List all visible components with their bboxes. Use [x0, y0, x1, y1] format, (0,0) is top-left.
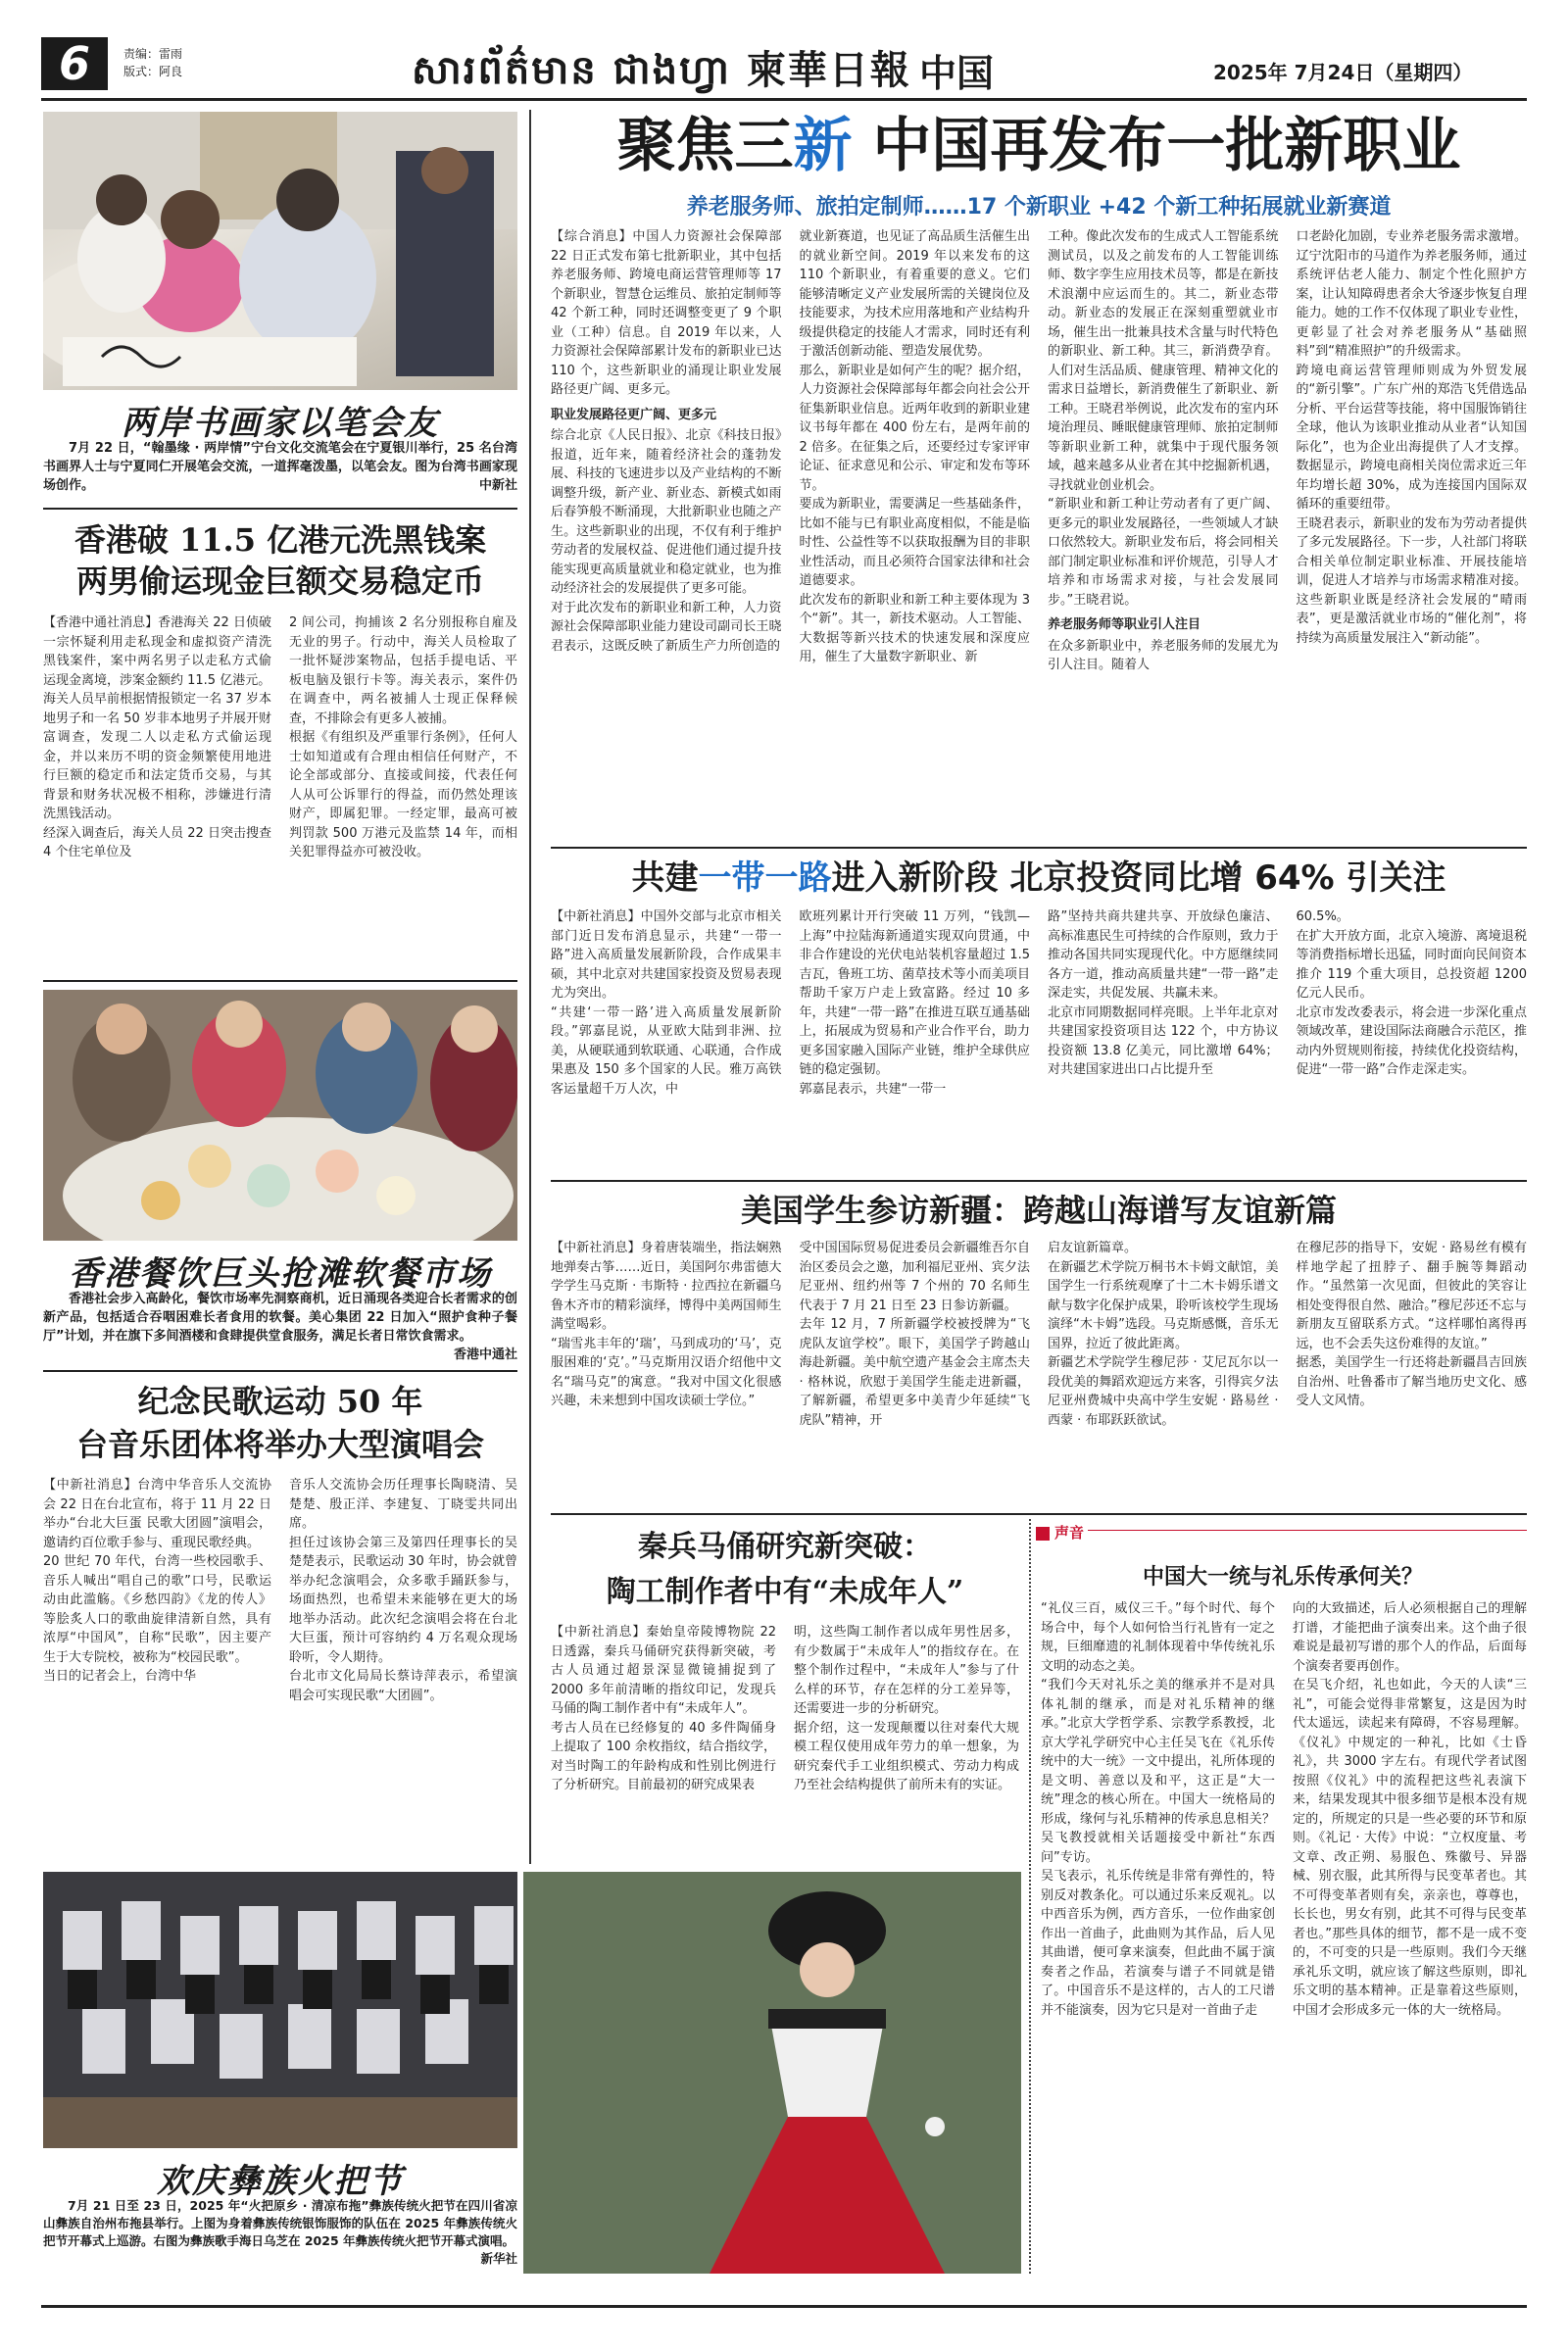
folk-body	[43, 1476, 517, 1854]
yi-singer-photo	[523, 1872, 1021, 2274]
folk-headline	[43, 1380, 517, 1466]
column-divider	[529, 110, 531, 1864]
voice-tag: 声音	[1054, 1524, 1085, 1542]
terracotta-body	[551, 1623, 1019, 1852]
soft-meal-title: 香港餐饮巨头抢滩软餐市场	[69, 1254, 492, 1294]
folk-title-2: 台音乐团体将举办大型演唱会	[75, 1426, 484, 1463]
yi-source: 新华社	[480, 2251, 517, 2266]
lead-title-pre: 聚焦三	[616, 112, 794, 180]
hk-money-body	[43, 613, 517, 976]
soft-meal-caption	[43, 1290, 517, 1364]
divider	[43, 508, 517, 510]
calligraphy-caption-text: 7月 22 日，“翰墨缘 · 两岸情”宁台文化交流笔会在宁夏银川举行，25 名台湾书画界人士与宁夏同仁开展笔会交流，一道挥毫泼墨，以笔会友。图为台湾书画家现场创作。	[43, 441, 517, 493]
belt-col-1: 【中新社消息】中国外交部与北京市相关部门近日发布消息显示，共建“一带一路”进入高质量发展新阶段，合作成果丰硕，其中北京对共建国家投资及贸易表现尤为突出。 “共建‘一带一路’进入高质量发展新阶段。”郭嘉昆说，从亚欧大陆到非洲、拉美，从硬联通到软联通、心联通，合作成果惠及 150 多个国家的人民。雅万高铁客运量超千万人次，中	[551, 909, 782, 1097]
hk-money-title-1: 香港破 11.5 亿港元洗黑钱案	[74, 521, 487, 559]
xinjiang-title: 美国学生参访新疆：跨越山海谱写友谊新篇	[740, 1192, 1337, 1229]
header-rule	[41, 98, 1527, 101]
terracotta-col-2: 明，这些陶工制作者以成年男性居多，有少数属于“未成年人”的指纹存在。在整个制作过程中，“未成年人”参与了什么样的环节，存在怎样的分工差异等，还需要进一步的分析研究。 据介绍，这一发现颠覆以往对秦代大规模工程仅使用成年劳力的单一想象，为研究秦代手工业组织模式、劳动力构成乃至社会结构提供了前所未有的实证。	[794, 1625, 1019, 1792]
belt-body	[551, 907, 1527, 1174]
yi-caption	[43, 2197, 517, 2268]
voice-title: 中国大一统与礼乐传承何关？	[1142, 1565, 1423, 1590]
belt-title-post: 进入新阶段 北京投资同比增 64% 引关注	[831, 858, 1446, 898]
xinjiang-col-1: 【中新社消息】身着唐装端坐，指法娴熟地弹奏古筝……近日，美国阿尔弗雷德大学学生马克斯 · 韦斯特 · 拉西拉在新疆乌鲁木齐市的精彩演绎，博得中美两国师生满堂喝彩。 “瑞雪兆丰年的‘瑞’，马到成功的‘马’，克服困难的‘克’。”马克斯用汉语介绍他中文名“瑞马克”的寓意。“我对中国文化很感兴趣，未来想到中国攻读硕士学位。”	[551, 1241, 782, 1408]
calligraphy-title: 两岸书画家以笔会友	[122, 404, 439, 443]
voice-col-2: 向的大致描述，后人必须根据自己的理解打谱，才能把曲子演奏出来。这个曲子很难说是最初写谱的那个人的作品，后面每个演奏者要再创作。 在吴飞介绍，礼也如此，今天的人读“三礼”，可能会觉得非常繁复，这是因为时代太遥远，读起来有障碍，不容易理解。《仪礼》中规定的一种礼，比如《士昏礼》，共 3000 字左右。有现代学者试图按照《仪礼》中的流程把这些礼表演下来，结果发现其中很多细节是根本没有规定的，所规定的只是一些必要的环节和原则。《礼记 · 大传》中说：“立权度量、考文章、改正朔、易服色、殊徽号、异器械、别衣服，此其所得与民变革者也。其不可得变革者则有矣，亲亲也，尊尊也，长长也，男女有别，此其不可得与民变革者也。”那些具体的细节，都不是一成不变的，不可变的只是一些原则。我们今天继承礼乐文明，就应该了解这些原则，即礼乐文明的基本精神。正是靠着这些原则，中国才会形成多元一体的大一统格局。	[1293, 1601, 1527, 2018]
yi-singer-photo-art	[523, 1872, 1021, 2274]
editor-name: 责编：雷雨	[123, 47, 183, 61]
lead-col-1b-text: 综合北京《人民日报》、北京《科技日报》报道，近年来，随着经济社会的蓬勃发展、科技的飞速进步以及产业结构的不断调整升级，新产业、新业态、新模式如雨后春笋般不断涌现，大批新职业也随之产生。这些新职业的出现，不仅有利于维护劳动者的发展权益、促进他们通过提升技能实现更高质量就业和稳定就业，也为推动经济社会的发展提供了更多可能。 对于此次发布的新职业和新工种，人力资源社会保障部职业能力建设司副司长王晓君表示，这既反映了新质生产力所创造的	[551, 428, 782, 654]
masthead-logo: សារព័ត៌មាន ជាងហ្វា 柬華日報	[412, 47, 911, 93]
divider	[551, 847, 1527, 849]
lead-col-3-text: 工种。像此次发布的生成式人工智能系统测试员，以及之前发布的人工智能训练师、数字孪生应用技术员等，都是在新技术浪潮中应运而生的。其二，新业态带动。新业态的发展正在深刻重塑就业市场，催生出一批兼具技术含量与时代特色的新职业、新工种。其三，新消费孕育。人们对生活品质、健康管理、精神文化的需求日益增长，新消费催生了新职业、新工种。王晓君举例说，此次发布的室内环境治理员、睡眠健康管理师、旅拍定制师等新职业新工种，就集中于现代服务领域，越来越多从业者在其中挖掘新机遇，寻找就业创业机会。 “新职业和新工种让劳动者有了更广阔、更多元的职业发展路径，一些领域人才缺口依然较大。新职业发布后，将会同相关部门制定职业标准和评价规范，引导人才培养和市场需求对接，与社会发展同步。”王晓君说。	[1048, 229, 1279, 608]
lead-col-4: 口老龄化加剧，专业养老服务需求激增。辽宁沈阳市的马道作为养老服务师，通过系统评估老人能力、制定个性化照护方案，让认知障碍患者余大爷逐步恢复自理能力。她的工作不仅体现了职业专业性，更彰显了社会对养老服务从“基础照料”到“精准照护”的升级需求。 跨境电商运营管理师则成为外贸发展的“新引擎”。广东广州的郑浩飞凭借选品分析、平台运营等技能，将中国服饰销往全球，他认为该职业推动从业者“认知国际化”，也为企业出海提供了人才支撑。数据显示，跨境电商相关岗位需求近三年年均增长超 30%，成为连接国内国际双循环的重要纽带。 王晓君表示，新职业的发布为劳动者提供了多元发展路径。下一步，人社部门将联合相关单位制定职业标准、开展技能培训，促进人才培养与市场需求精准对接。这些新职业既是经济社会发展的“晴雨表”，更是激活就业市场的“催化剂”，将持续为高质量发展注入“新动能”。	[1296, 229, 1527, 646]
hk-money-headline	[43, 519, 517, 602]
hk-money-title-2: 两男偷运现金巨额交易稳定币	[75, 563, 484, 600]
lead-subhead-1: 职业发展路径更广阔、更多元	[551, 407, 717, 422]
yi-title: 欢庆彝族火把节	[157, 2162, 404, 2201]
editor-credits	[123, 45, 182, 80]
terracotta-title-2: 陶工制作者中有“未成年人”	[606, 1575, 964, 1609]
yi-parade-photo	[43, 1872, 517, 2148]
calligraphy-caption	[43, 439, 517, 495]
calligraphy-photo-art	[43, 112, 517, 390]
belt-col-2: 欧班列累计开行突破 11 万列，“钱凯—上海”中拉陆海新通道实现双向贯通，中非合作建设的光伏电站装机容量超过 1.5 吉瓦，鲁班工坊、菌草技术等小而美项目帮助千家万户走上致富路。经过 10 多年，共建“一带一路”在推进互联互通基础上，拓展成为贸易和产业合作平台，助力更多国家融入国际产业链，维护全球供应链的稳定强韧。 郭嘉昆表示，共建“一带一	[799, 909, 1030, 1097]
xinjiang-body	[551, 1239, 1527, 1507]
xinjiang-col-2: 受中国国际贸易促进委员会新疆维吾尔自治区委员会之邀，加利福尼亚州、宾夕法尼亚州、纽约州等 7 个州的 70 名师生代表于 7 月 21 日至 23 日参访新疆。 去年 12 月，7 所新疆学校被授牌为“飞虎队友谊学校”。眼下，美国学子跨越山海赴新疆。美中航空遗产基金会主席杰夫 · 格林说，欣慰于美国学生能走进新疆，了解新疆，希望更多中美青少年延续“飞虎队”精神，开	[799, 1241, 1030, 1428]
belt-col-4: 60.5%。 在扩大开放方面，北京入境游、离境退税等消费指标增长迅猛，同时面向民间资本推介 119 个重大项目，总投资超 1200 亿元人民币。 北京市发改委表示，将会进一步深化重点领域改革，建设国际法商融合示范区，推动内外贸规则衔接，持续优化投资结构，促进“一带一路”合作走深走实。	[1296, 909, 1527, 1077]
folk-col-1: 【中新社消息】台湾中华音乐人交流协会 22 日在台北宣布，将于 11 月 22 日举办“台北大巨蛋 民歌大团圆”演唱会，邀请约百位歌手参与、重现民歌经典。 20 世纪 70 年代，台湾一些校园歌手、音乐人喊出“唱自己的歌”口号，民歌运动由此滥觞。《乡愁四韵》《龙的传人》等脍炙人口的歌曲旋律清新自然，具有浓厚“中国风”，自称“民歌”，因主要产生于大专院校，被称为“校园民歌”。 当日的记者会上，台湾中华	[43, 1478, 271, 1684]
folk-title-1: 纪念民歌运动 50 年	[137, 1383, 423, 1420]
soft-meal-photo	[43, 990, 517, 1241]
belt-col-3: 路”坚持共商共建共享、开放绿色廉洁、高标准惠民生可持续的合作原则，致力于推动各国共同实现现代化。中方愿继续同各方一道，推动高质量共建“一带一路”走深走实，共促发展、共赢未来。 北京市同期数据同样亮眼。上半年北京对共建国家投资项目达 122 个，中方协议投资额 13.8 亿美元，同比激增 64%；对共建国家进出口占比提升至	[1048, 909, 1279, 1077]
lead-col-1	[551, 227, 782, 843]
hk-money-col-2: 2 间公司，拘捕该 2 名分别报称自雇及无业的男子。行动中，海关人员检取了一批怀疑涉案物品，包括手提电话、平板电脑及银行卡等。海关表示，案件仍在调查中，两名被捕人士现正保释候查，不排除会有更多人被捕。 根据《有组织及严重罪行条例》，任何人士如知道或有合理由相信任何财产，不论全部或部分、直接或间接，代表任何人从可公诉罪行的得益，而仍然处理该财产，即属犯罪。一经定罪，最高可被判罚款 500 万港元及监禁 14 年，而相关犯罪得益亦可被没收。	[289, 615, 517, 859]
lead-subhead-2: 养老服务师等职业引人注目	[1048, 617, 1201, 632]
footer-rule	[41, 2305, 1527, 2308]
layout-name: 版式：阿良	[123, 65, 183, 78]
lead-headline	[551, 108, 1527, 184]
yi-parade-photo-art	[43, 1872, 517, 2148]
calligraphy-photo	[43, 112, 517, 390]
belt-title-pre: 共建	[631, 858, 699, 898]
terracotta-title-1: 秦兵马俑研究新突破：	[638, 1530, 932, 1564]
section-title: 中国	[919, 52, 995, 95]
soft-meal-source: 香港中通社	[453, 1348, 517, 1362]
terracotta-headline	[551, 1525, 1019, 1615]
terracotta-col-1: 【中新社消息】秦始皇帝陵博物院 22 日透露，秦兵马俑研究获得新突破，考古人员通过超景深显微镜捕捉到了 2000 多年前清晰的指纹印记，发现兵马俑的陶工制作者中有“未成年人”。 考古人员在已经修复的 40 多件陶俑身上提取了 100 余枚指纹，结合指纹学，对当时陶工的年龄构成和性别比例进行了分析研究。目前最初的研究成果表	[551, 1625, 776, 1792]
lead-col-2: 就业新赛道，也见证了高品质生活催生出的就业新空间。2019 年以来发布的这 110 个新职业，有着重要的意义。它们能够清晰定义产业发展所需的关键岗位及技能要求，为技术应用落地和产业结构升级提供稳定的技能人才需求，同时还有利于激活创新动能、塑造发展优势。 那么，新职业是如何产生的呢？据介绍，人力资源社会保障部每年都会向社会公开征集新职业信息。近两年收到的新职业建议书每年都在 400 份左右，是两年前的 2 倍多。在征集之后，还要经过专家评审论证、征求意见和公示、审定和发布等环节。 要成为新职业，需要满足一些基础条件，比如不能与已有职业高度相似，不能是临时性、公益性等不以获取报酬为目的非职业性活动，而且必须符合国家法律和社会道德要求。 此次发布的新职业和新工种主要体现为 3 个“新”。其一，新技术驱动。人工智能、大数据等新兴技术的快速发展和深度应用，催生了大量数字新职业、新	[799, 229, 1030, 664]
voice-tag-marker	[1036, 1527, 1050, 1541]
divider	[43, 1370, 517, 1372]
hk-money-col-1: 【香港中通社消息】香港海关 22 日侦破一宗怀疑利用走私现金和虚拟资产清洗黑钱案件，案中两名男子以走私方式偷运现金离境，涉案金额约 11.5 亿港元。 海关人员早前根据情报锁定一名 37 岁本地男子和一名 50 岁非本地男子并展开财富调查，发现二人以走私方式偷运现金，并以来历不明的资金频繁使用地进行巨额的稳定币和法定货币交易，与其背景和财务状况极不相称，涉嫌进行清洗黑钱活动。 经深入调查后，海关人员 22 日突击搜查 4 个住宅单位及	[43, 615, 271, 859]
voice-divider	[1029, 1519, 1031, 2274]
soft-meal-photo-art	[43, 990, 517, 1241]
voice-col-1: “礼仪三百，威仪三千。”每个时代、每个场合中，每个人如何恰当行礼皆有一定之规，巨细靡遗的礼制体现着中华传统礼乐文明的动态之美。 “我们今天对礼乐之美的继承并不是对具体礼制的继承，而是对礼乐精神的继承。”北京大学哲学系、宗教学系教授，北京大学礼学研究中心主任吴飞在《礼乐传统中的大一统》一文中提出，礼所体现的是文明、善意以及和平，这正是“大一统”理念的核心所在。中国大一统格局的形成，缘何与礼乐精神的传承息息相关？吴飞教授就相关话题接受中新社“东西问”专访。 吴飞表示，礼乐传统是非常有弹性的，特别反对教条化。可以通过乐来反观礼。以中西音乐为例，西方音乐，一位作曲家创作出一首曲子，此曲则为其作品，后人见其曲谱，便可拿来演奏，但此曲不属于演奏者之作品，若演奏与谱子不同就是错了。中国音乐不是这样的，古人的工尺谱并不能演奏，因为它只是对一首曲子走	[1041, 1601, 1275, 2018]
divider	[551, 1180, 1527, 1182]
issue-date: 2025年 7月24日（星期四）	[1213, 61, 1473, 84]
lead-col-3b-text: 在众多新职业中，养老服务师的发展尤为引人注目。随着人	[1048, 638, 1279, 672]
lead-title-accent: 新	[793, 112, 853, 180]
lead-title-post: 中国再发布一批新职业	[852, 112, 1461, 180]
divider	[551, 1513, 1527, 1515]
lead-col-1-text: 【综合消息】中国人力资源社会保障部 22 日正式发布第七批新职业，其中包括养老服务师、跨境电商运营管理师等 17 个新职业，智慧仓运维员、旅拍定制师等 42 个新工种，同时还调整变更了 9 个职业（工种）信息。自 2019 年以来，人力资源社会保障部累计发布的新职业已达 110 个，这些新职业的涌现让职业发展路径更广阔、更多元。	[551, 229, 782, 397]
belt-title-accent: 一带一路	[698, 858, 832, 898]
lead-subtitle: 养老服务师、旅拍定制师……17 个新职业 +42 个新工种拓展就业新赛道	[686, 195, 1392, 220]
calligraphy-source: 中新社	[478, 478, 517, 493]
yi-caption-text: 7月 21 日至 23 日，2025 年“火把原乡 · 清凉布拖”彝族传统火把节在四川省凉山彝族自治州布拖县举行。上图为身着彝族传统银饰服饰的队伍在 2025 年彝族传统火把节开幕式上巡游。右图为彝族歌手海日乌芝在 2025 年彝族传统火把节开幕式演唱。	[43, 2198, 517, 2248]
voice-body	[1041, 1599, 1527, 2276]
xinjiang-col-3: 启友谊新篇章。 在新疆艺术学院万桐书木卡姆文献馆，美国学生一行系统观摩了十二木卡姆乐谱文献与数字化保护成果，聆听该校学生现场演绎“木卡姆”选段。马克斯感慨，音乐无国界，拉近了彼此距离。 新疆艺术学院学生穆尼莎 · 艾尼瓦尔以一段优美的舞蹈欢迎远方来客，引得宾夕法尼亚州费城中央高中学生安妮 · 路易丝 · 西蒙 · 布耶跃跃欲试。	[1048, 1241, 1279, 1428]
page-number: 6	[41, 37, 108, 90]
lead-body	[551, 227, 1527, 843]
belt-headline	[551, 855, 1527, 902]
xinjiang-col-4: 在穆尼莎的指导下，安妮 · 路易丝有模有样地学起了扭脖子、翻手腕等舞蹈动作。“虽然第一次见面，但彼此的笑容让相处变得很自然、融洽。”穆尼莎还不忘与新朋友互留联系方式。“这样哪怕离得再远，也不会丢失这份难得的友谊。” 据悉，美国学生一行还将赴新疆昌吉回族自治州、吐鲁番市了解当地历史文化、感受人文风情。	[1296, 1241, 1527, 1408]
lead-col-3	[1048, 227, 1279, 843]
folk-col-2: 音乐人交流协会历任理事长陶晓清、吴楚楚、殷正洋、李建复、丁晓雯共同出席。 担任过该协会第三及第四任理事长的吴楚楚表示，民歌运动 30 年时，协会就曾举办纪念演唱会，众多歌手踊跃参与，场面热烈，也希望未来能够在更大的场地举办活动。此次纪念演唱会将在台北大巨蛋，预计可容纳约 4 万名观众现场聆听，令人期待。 台北市文化局局长蔡诗萍表示，希望演唱会可实现民歌“大团圆”。	[289, 1478, 517, 1703]
divider	[43, 980, 517, 982]
soft-meal-caption-text: 香港社会步入高龄化，餐饮市场率先洞察商机，近日涌现各类迎合长者需求的创新产品，包括适合吞咽困难长者食用的软餐。美心集团 22 日加入“照护食种子餐厅”计划，并在旗下多间酒楼和食肆提供堂食服务，满足长者日常饮食需求。	[43, 1292, 517, 1344]
voice-tag-rule	[1088, 1530, 1527, 1531]
